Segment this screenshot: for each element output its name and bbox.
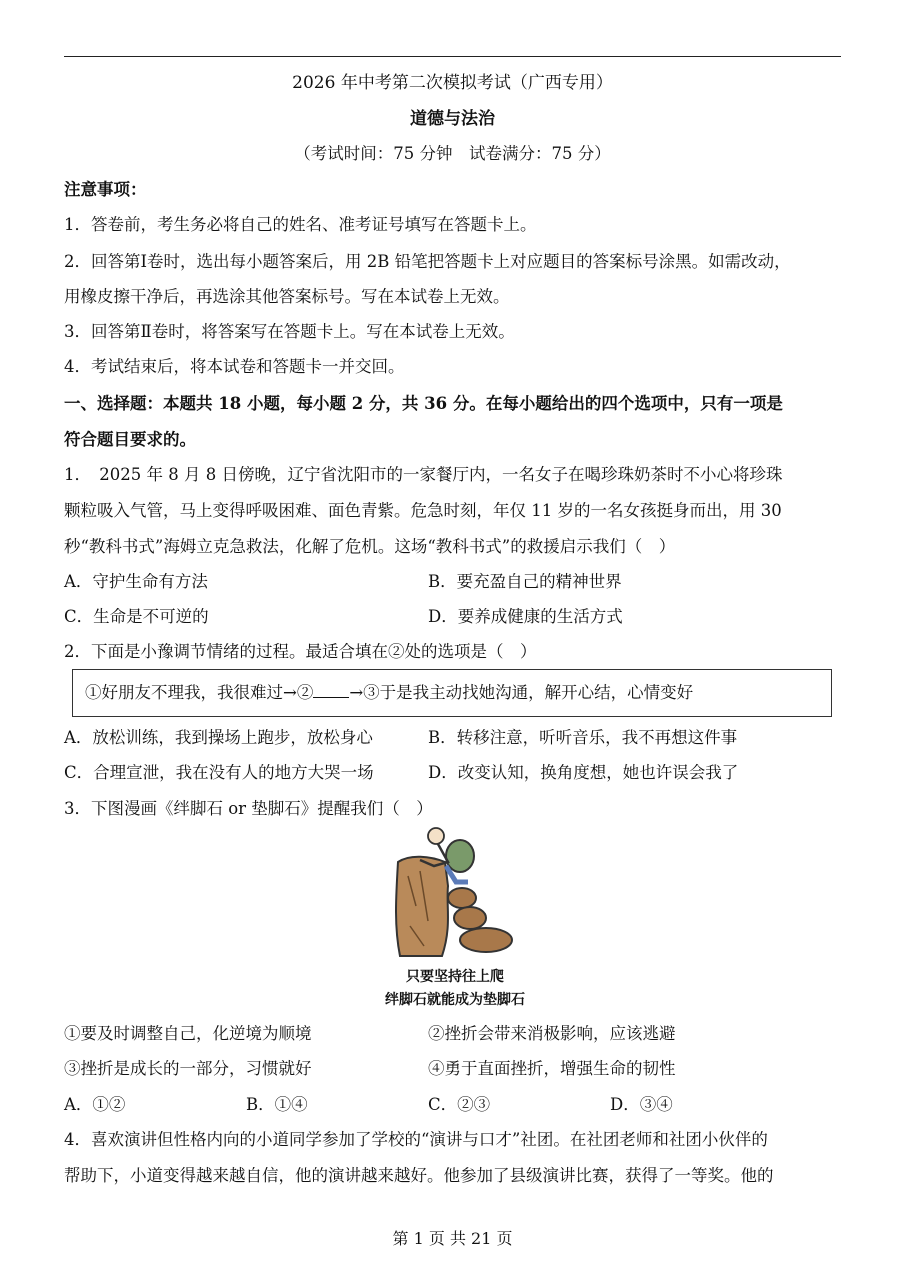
q4-stem: 4．喜欢演讲但性格内向的小道同学参加了学校的“演讲与口才”社团。在社团老师和社团小伙伴的 [64, 1130, 768, 1149]
note-item: 4．考试结束后，将本试卷和答题卡一并交回。 [64, 357, 405, 376]
q2-stem: 2．下面是小豫调节情绪的过程。最适合填在②处的选项是（ ） [64, 642, 537, 661]
exam-info: （考试时间：75 分钟 试卷满分：75 分） [294, 144, 611, 163]
q3-statement-2: ②挫折会带来消极影响，应该逃避 [428, 1024, 676, 1043]
q1-option-b: B．要充盈自己的精神世界 [428, 572, 622, 591]
stepping-stone [454, 907, 486, 929]
cliff-rock [396, 857, 448, 956]
cartoon-illustration [390, 826, 520, 964]
climber-head [428, 828, 444, 844]
q2-option-b: B．转移注意，听听音乐，我不再想这件事 [428, 728, 738, 747]
cartoon-caption-line2: 绊脚石就能成为垫脚石 [385, 992, 525, 1008]
exam-title: 2026 年中考第二次模拟考试（广西专用） [292, 73, 613, 93]
stepping-stone [448, 888, 476, 908]
note-item: 2．回答第Ⅰ卷时，选出每小题答案后，用 2B 铅笔把答题卡上对应题目的答案标号涂黑。如需改动， [64, 252, 791, 271]
q2-process-text [85, 681, 693, 705]
subject-title: 道德与法治 [410, 109, 495, 129]
q2-process-box [72, 669, 832, 717]
q3-statement-1: ①要及时调整自己，化逆境为顺境 [64, 1024, 312, 1043]
q2-box-after: →③于是我主动找她沟通，解开心结，心情变好 [349, 683, 694, 702]
q3-option-b: B．①④ [246, 1095, 308, 1114]
note-item: 用橡皮擦干净后，再选涂其他答案标号。写在本试卷上无效。 [64, 287, 510, 306]
q3-stem: 3．下图漫画《绊脚石 or 垫脚石》提醒我们（ ） [64, 799, 433, 818]
q2-option-c: C．合理宣泄，我在没有人的地方大哭一场 [64, 763, 374, 782]
q1-stem: 颗粒吸入气管，马上变得呼吸困难、面色青紫。危急时刻，年仅 11 岁的一名女孩挺身而出，用 30 [64, 501, 782, 520]
q3-statement-3: ③挫折是成长的一部分，习惯就好 [64, 1059, 312, 1078]
notes-heading: 注意事项： [64, 180, 147, 199]
q2-blank [313, 683, 349, 698]
q2-option-a: A．放松训练，我到操场上跑步，放松身心 [64, 728, 373, 747]
q1-stem: 1． 2025 年 8 月 8 日傍晚，辽宁省沈阳市的一家餐厅内，一名女子在喝珍珠奶茶时不小心将珍珠 [64, 465, 783, 484]
section-heading-cont: 符合题目要求的。 [64, 430, 196, 449]
section-heading: 一、选择题：本题共 18 小题，每小题 2 分，共 36 分。在每小题给出的四个选项中，只有一项是 [64, 394, 783, 413]
q3-statement-4: ④勇于直面挫折，增强生命的韧性 [428, 1059, 676, 1078]
q4-stem: 帮助下，小道变得越来越自信，他的演讲越来越好。他参加了县级演讲比赛，获得了一等奖。他的 [64, 1166, 774, 1185]
q3-option-a: A．①② [64, 1095, 126, 1114]
q1-stem: 秒“教科书式”海姆立克急救法，化解了危机。这场“教科书式”的救援启示我们（ ） [64, 537, 676, 556]
note-item: 1．答卷前，考生务必将自己的姓名、准考证号填写在答题卡上。 [64, 215, 537, 234]
q1-option-c: C．生命是不可逆的 [64, 607, 209, 626]
q3-option-d: D．③④ [610, 1095, 673, 1114]
q3-option-c: C．②③ [428, 1095, 491, 1114]
cartoon-caption-line1: 只要坚持往上爬 [406, 969, 504, 985]
top-divider [64, 56, 841, 57]
q2-box-before: ①好朋友不理我，我很难过→② [85, 683, 314, 702]
stepping-stone [460, 928, 512, 952]
q2-option-d: D．改变认知，换角度想，她也许误会我了 [428, 763, 739, 782]
q1-option-a: A．守护生命有方法 [64, 572, 208, 591]
note-item: 3．回答第Ⅱ卷时，将答案写在答题卡上。写在本试卷上无效。 [64, 322, 515, 341]
page-footer: 第 1 页 共 21 页 [392, 1229, 513, 1248]
backpack [446, 840, 474, 872]
q1-option-d: D．要养成健康的生活方式 [428, 607, 623, 626]
